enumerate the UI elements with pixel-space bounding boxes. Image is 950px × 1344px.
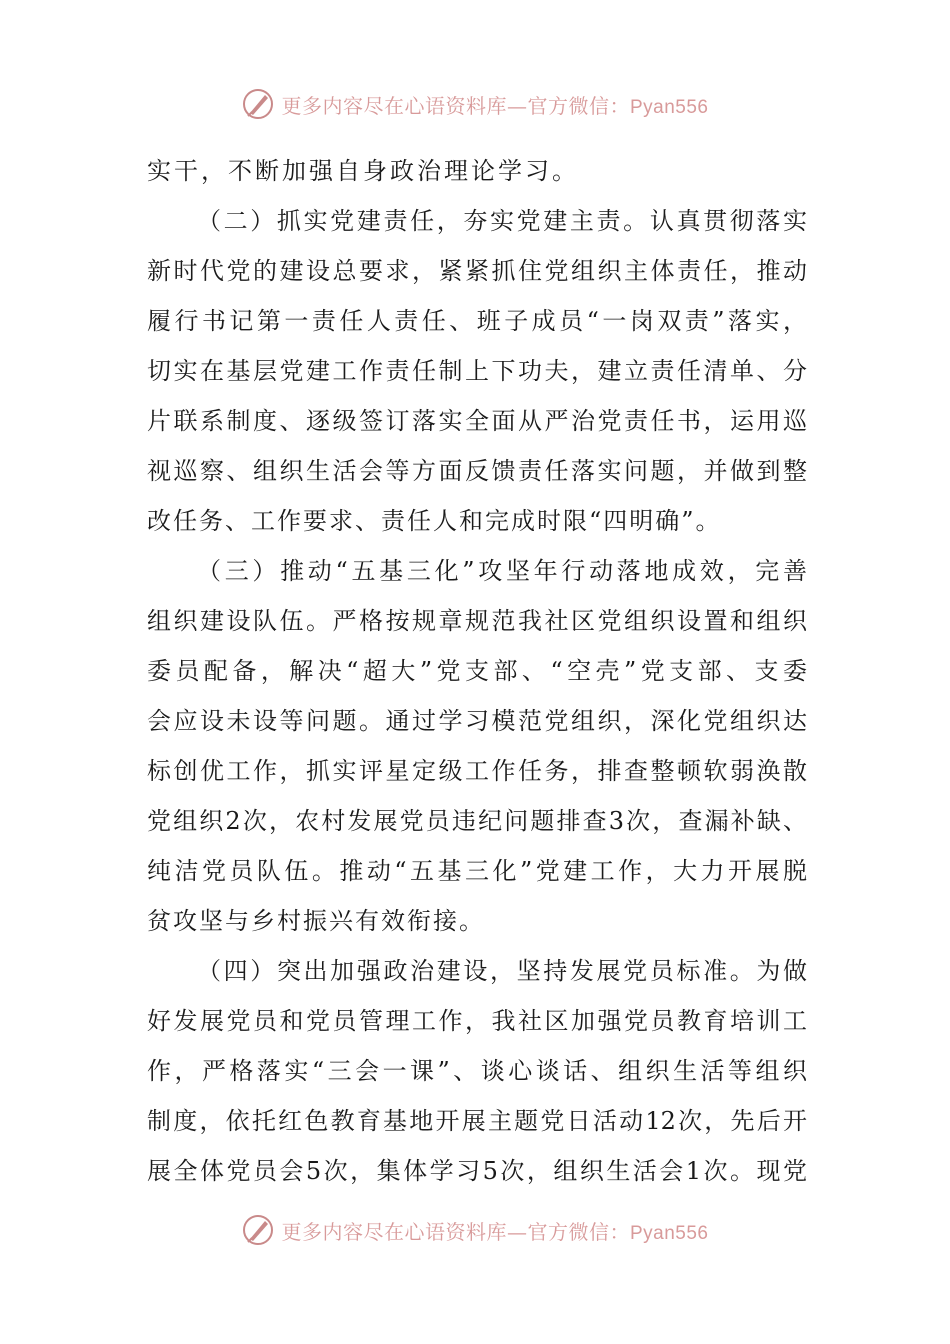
body-line: 实干，不断加强自身政治理论学习。	[147, 157, 579, 185]
paragraph-heading-line: （四）突出加强政治建设，坚持发展党员标准。为做	[197, 957, 807, 985]
body-line: 制度，依托红色教育基地开展主题党日活动12次，先后开	[147, 1107, 807, 1135]
body-line: 纯洁党员队伍。推动“五基三化”党建工作，大力开展脱	[147, 857, 807, 885]
watermark-label: 更多内容尽在心语资料库—官方微信：	[281, 93, 630, 118]
body-line: 切实在基层党建工作责任制上下功夫，建立责任清单、分	[147, 357, 807, 385]
watermark-handle: Pyan556	[629, 96, 709, 118]
header-watermark	[0, 84, 950, 124]
body-line: 委员配备，解决“超大”党支部、“空壳”党支部、支委	[147, 657, 807, 685]
document-body	[147, 146, 807, 1196]
body-line: 贫攻坚与乡村振兴有效衔接。	[147, 907, 485, 935]
body-line: 履行书记第一责任人责任、班子成员“一岗双责”落实，	[147, 307, 807, 335]
watermark-text	[281, 90, 708, 119]
watermark-handle: Pyan556	[629, 1222, 709, 1244]
paragraph-heading-line: （二）抓实党建责任，夯实党建主责。认真贯彻落实	[197, 207, 807, 235]
footer-watermark	[0, 1210, 950, 1250]
body-line: 视巡察、组织生活会等方面反馈责任落实问题，并做到整	[147, 457, 807, 485]
quill-pen-logo-icon	[241, 1213, 275, 1247]
body-line: 组织建设队伍。严格按规章规范我社区党组织设置和组织	[147, 607, 807, 635]
paragraph-heading-line: （三）推动“五基三化”攻坚年行动落地成效，完善	[197, 557, 807, 585]
body-line: 展全体党员会5次，集体学习5次，组织生活会1次。现党	[147, 1157, 807, 1185]
body-line: 新时代党的建设总要求，紧紧抓住党组织主体责任，推动	[147, 257, 807, 285]
watermark-label: 更多内容尽在心语资料库—官方微信：	[281, 1219, 630, 1244]
body-line: 片联系制度、逐级签订落实全面从严治党责任书，运用巡	[147, 407, 807, 435]
body-line: 党组织2次，农村发展党员违纪问题排查3次，查漏补缺、	[147, 807, 807, 835]
body-line: 标创优工作，抓实评星定级工作任务，排查整顿软弱涣散	[147, 757, 807, 785]
quill-pen-logo-icon	[241, 87, 275, 121]
body-line: 好发展党员和党员管理工作，我社区加强党员教育培训工	[147, 1007, 807, 1035]
watermark-text	[281, 1216, 708, 1245]
body-line: 改任务、工作要求、责任人和完成时限“四明确”。	[147, 507, 722, 535]
body-line: 作，严格落实“三会一课”、谈心谈话、组织生活等组织	[147, 1057, 807, 1085]
body-line: 会应设未设等问题。通过学习模范党组织，深化党组织达	[147, 707, 807, 735]
